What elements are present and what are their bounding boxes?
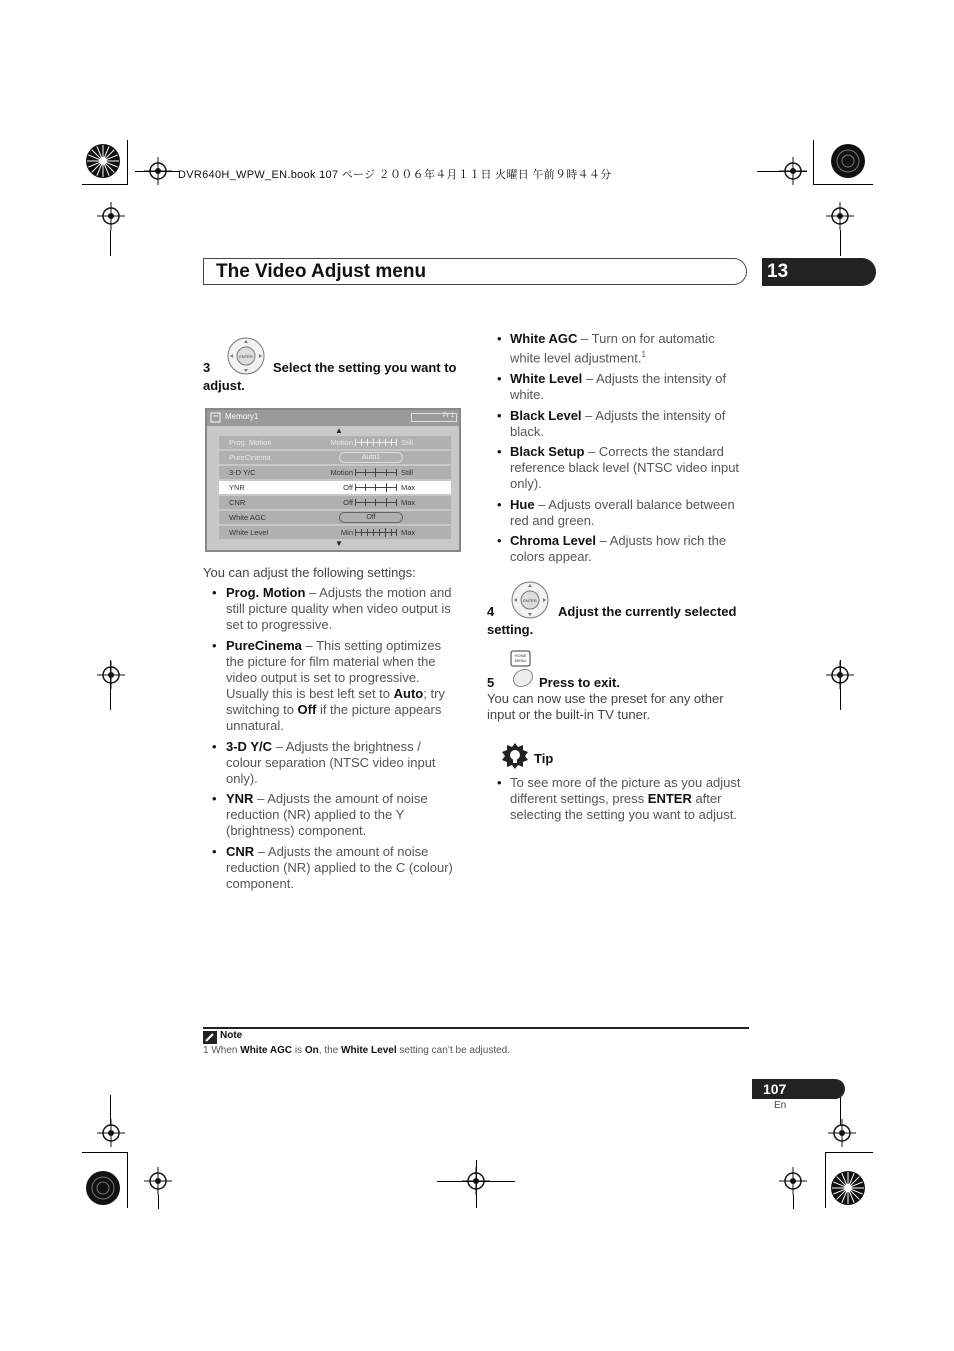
bullet-term: Prog. Motion xyxy=(226,585,306,600)
osd-row-max: Max xyxy=(401,498,416,507)
page-number-tab xyxy=(752,1079,845,1099)
osd-row-white-level xyxy=(219,526,451,539)
bullet-term: White AGC xyxy=(510,331,578,346)
osd-header xyxy=(207,410,459,426)
list-item: • CNR – Adjusts the amount of noise reduction (NR) applied to the C (colour) component. xyxy=(212,844,453,891)
list-item: • 3-D Y/C – Adjusts the brightness / colour separation (NTSC video input only). xyxy=(212,739,436,786)
bullet-term: White Level xyxy=(510,371,583,386)
bullet-term: Black Setup xyxy=(510,444,585,459)
bullet-term: YNR xyxy=(226,791,254,806)
osd-slider xyxy=(355,532,397,533)
osd-row-max: Still xyxy=(401,468,414,477)
osd-row-value: Off xyxy=(339,512,403,523)
joystick-enter-icon xyxy=(227,337,265,375)
step-4-text: Adjust the currently selected xyxy=(558,604,737,619)
crosshair-icon xyxy=(97,661,125,689)
left-bullet-list xyxy=(212,585,467,896)
bullet-term: Black Level xyxy=(510,408,582,423)
tip-lightbulb-icon xyxy=(502,743,528,769)
list-item: • Hue – Adjusts overall balance between red and green. xyxy=(497,497,735,528)
osd-row-label: CNR xyxy=(229,498,246,507)
enter-label: ENTER xyxy=(523,598,537,603)
registration-wheel-icon xyxy=(830,143,866,179)
osd-row-ynr xyxy=(219,481,451,494)
tip-heading: Tip xyxy=(534,751,554,766)
registration-wheel-icon xyxy=(85,143,121,179)
osd-row-cnr xyxy=(219,496,451,509)
section-title-bar xyxy=(203,258,747,285)
crosshair-icon xyxy=(97,1119,125,1147)
osd-row-white-agc xyxy=(219,511,451,524)
step-4-text-cont: setting. xyxy=(487,622,534,637)
crosshair-icon xyxy=(144,1167,172,1195)
osd-slider xyxy=(355,502,397,503)
footnote-ref: 1 xyxy=(641,350,646,359)
crosshair-icon xyxy=(144,157,172,185)
osd-row-label: White Level xyxy=(229,528,269,537)
osd-row-label: YNR xyxy=(229,483,245,492)
osd-row-min: Motion xyxy=(330,468,353,477)
list-item: • White AGC – Turn on for automatic white level adjustment.$^1$ xyxy=(497,331,715,366)
osd-row-label: White AGC xyxy=(229,513,267,522)
crosshair-icon xyxy=(462,1167,490,1195)
crosshair-icon xyxy=(779,157,807,185)
bullet-term: 3-D Y/C xyxy=(226,739,272,754)
list-item: • White Level – Adjusts the intensity of white. xyxy=(497,371,727,402)
registration-wheel-icon xyxy=(85,1170,121,1206)
bullet-term: Hue xyxy=(510,497,535,512)
step-5-body: You can now use the preset for any other input or the built-in TV tuner. xyxy=(487,691,724,722)
note-rule xyxy=(203,1027,749,1029)
osd-row-min: Min xyxy=(340,528,353,537)
osd-slider xyxy=(355,442,397,443)
crosshair-icon xyxy=(779,1167,807,1195)
note-heading: Note xyxy=(220,1030,243,1041)
osd-row-min: Off xyxy=(343,483,353,492)
crosshair-icon xyxy=(97,202,125,230)
osd-row-min: Off xyxy=(343,498,353,507)
osd-row-value: Auto1 xyxy=(339,452,403,463)
page-language: En xyxy=(774,1100,787,1111)
list-item: • YNR – Adjusts the amount of noise reduction (NR) applied to the Y (brightness) component. xyxy=(212,791,428,838)
osd-row-prog-motion xyxy=(219,436,451,449)
crosshair-icon xyxy=(828,1119,856,1147)
intro-text: You can adjust the following settings: xyxy=(203,565,416,580)
bullet-term: PureCinema xyxy=(226,638,302,653)
list-item: • Chroma Level – Adjusts how rich the colors appear. xyxy=(497,533,727,564)
enter-label: ENTER xyxy=(239,354,253,359)
crosshair-icon xyxy=(826,202,854,230)
osd-row-max: Still xyxy=(401,438,414,447)
book-header: DVR640H_WPW_EN.book 107 ページ ２００６年４月１１日 火曜日 午前９時４４分 xyxy=(178,169,612,181)
chapter-tab xyxy=(762,258,876,286)
page-number: 107 xyxy=(763,1081,787,1097)
step-4-number: 4 xyxy=(487,604,495,619)
scroll-up-icon: ▲ xyxy=(335,426,343,435)
note-pencil-icon xyxy=(203,1031,217,1044)
crosshair-icon xyxy=(826,661,854,689)
tip-text: To see more of the picture as you adjust different settings, press ENTER after selecting the setting you want to adjust. xyxy=(510,775,741,822)
svg-text:HOME: HOME xyxy=(514,653,527,658)
list-item: • PureCinema – This setting optimizes the picture for film material when the video output is set to progressive. Usually this is best left set to Auto; try switching to Off if the picture appears unnatural. xyxy=(212,638,445,733)
osd-preset: Pr 1 xyxy=(442,413,454,419)
section-title: The Video Adjust menu xyxy=(216,261,427,282)
chapter-number: 13 xyxy=(767,261,789,282)
osd-slider xyxy=(355,472,397,473)
osd-preset-box xyxy=(411,413,457,422)
svg-text:MENU: MENU xyxy=(514,658,527,663)
osd-row-label: 3-D Y/C xyxy=(229,468,256,477)
joystick-enter-icon xyxy=(511,581,549,619)
step-5-number: 5 xyxy=(487,675,495,690)
osd-row-min: Motion xyxy=(330,438,353,447)
scroll-down-icon: ▼ xyxy=(335,539,343,548)
note-text: 1 When White AGC is On, the White Level setting can’t be adjusted. xyxy=(203,1045,511,1056)
bullet-term: CNR xyxy=(226,844,255,859)
home-menu-button-icon xyxy=(510,650,536,688)
osd-slider xyxy=(355,487,397,488)
osd-row-3d-yc xyxy=(219,466,451,479)
osd-row-label: Prog. Motion xyxy=(229,438,272,447)
step-3-text: Select the setting you want to xyxy=(273,360,457,375)
osd-memory-name: Memory1 xyxy=(225,412,259,421)
registration-wheel-icon xyxy=(830,1170,866,1206)
list-item: • Prog. Motion – Adjusts the motion and still picture quality when video output is set to progressive. xyxy=(212,585,452,632)
step-3-number: 3 xyxy=(203,360,211,375)
step-5-text: Press to exit. xyxy=(539,675,620,690)
list-item: • Black Setup – Corrects the standard reference black level (NTSC video input only). xyxy=(497,444,740,491)
right-bullet-list xyxy=(497,331,752,569)
osd-row-label: PureCinema xyxy=(229,453,271,462)
bullet-term: Chroma Level xyxy=(510,533,596,548)
step-3-text-cont: adjust. xyxy=(203,378,245,393)
memory-icon xyxy=(210,412,222,423)
video-adjust-osd xyxy=(205,408,461,552)
osd-row-max: Max xyxy=(401,483,416,492)
osd-row-purecinema xyxy=(219,451,451,464)
osd-row-max: Max xyxy=(401,528,416,537)
list-item: • Black Level – Adjusts the intensity of black. xyxy=(497,408,726,439)
